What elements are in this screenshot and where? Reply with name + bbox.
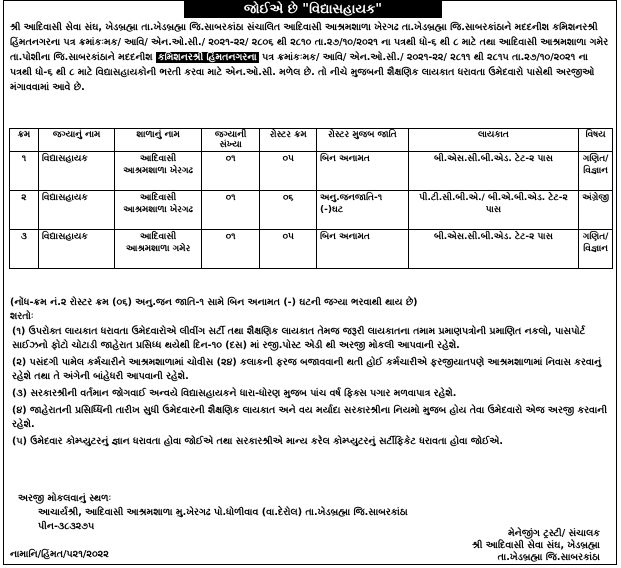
header-subject: વિષય — [579, 129, 613, 152]
header-roster-category: રોસ્ટર મુજબ જાતિ — [317, 129, 409, 152]
condition-item: (૪) જાહેરાતની પ્રસિધ્ધિની તારીખ સુધી ઉમેદવારની શૈક્ષણિક લાયકાત અને વય મર્યાદા સરકારશ્રીના નિયમો મુજબ હોય તેવા ઉમેદવારો એજ અરજી કરવાની રહેશે. — [12, 405, 608, 430]
cell-roster-no: ૦૬ — [260, 191, 317, 230]
table-row — [10, 152, 613, 191]
cell-subject: ગણિત/ વિજ્ઞાન — [579, 230, 613, 269]
cell-post-name: વિદ્યાસહાયક — [38, 230, 115, 269]
cell-post-name: વિદ્યાસહાયક — [38, 152, 115, 191]
signature-location: તા.ખેડબ્રહ્મા જિ.સાબરકાંઠા — [497, 552, 600, 563]
cell-post-count: ૦૧ — [201, 152, 260, 191]
intro-highlight: કમિશનરશ્રી હિંમતનગરના — [157, 52, 257, 63]
address-label: અરજી મોકલવાનું સ્થળઃ — [18, 493, 112, 504]
condition-item: (૧) ઉપરોક્ત લાયકાત ધરાવતા ઉમેદવારોએ લીવીંગ સર્ટી તથા શૈક્ષણિક લાયકાત તેમજ જરૂરી લાયકાતના તમામ પ્રમાણપત્રોની પ્રમાણિત નકલો, પાસપોર્ટ સાઈઝનો ફોટો ચોટાડી જાહેરાત પ્રસિધ્ધ થયેથી દિન-૧૦ (દસ) માં રજી.પોસ્ટ એડી થી અરજી મોકલી આપવાની રહેશે. — [12, 326, 586, 351]
cell-qualification: બી.એસ.સી.બી.એડ. ટેટ-૨ પાસ — [408, 152, 579, 191]
cell-roster-no: ૦૫ — [260, 230, 317, 269]
cell-roster-category: અનુ.જનજાતિ-૧ (-)ઘટ — [317, 191, 409, 230]
condition-item: (૫) ઉમેદવાર કોમ્પ્યુટરનું જ્ઞાન ધરાવતા હોવા જોઈએ તથા સરકારશ્રીએ માન્ય કરેલ કોમ્પ્યુટરનું સર્ટીફિકેટ ધરાવતા હોવા જોઈએ. — [12, 436, 504, 447]
reference-number: નામાનિ/હિંમત/પ૨૧/૨૦૨૨ — [10, 549, 109, 560]
header-school-name: શાળાનું નામ — [115, 129, 201, 152]
header-serial: ક્રમ — [10, 129, 39, 152]
header-qualification: લાયકાત — [408, 129, 579, 152]
intro-paragraph — [10, 20, 610, 95]
condition-item: (૨) પસંદગી પામેલ કર્મચારીને આશ્રમશાળામાં ચોવીસ (૨૪) કલાકની ફરજ બજાવવાની થતી હોઈ કર્મચારીએ ફરજીયાતપણે આશ્રમશાળામાં નિવાસ કરવાનું રહેશે તથા તે અંગેની બાંહેધરી આપવાની રહેશે. — [12, 357, 602, 382]
signature-title: મેનેજીંગ ટ્રસ્ટી/ સંચાલક — [507, 528, 600, 539]
intro-text-part1: શ્રી આદિવાસી સેવા સંઘ, ખેડબ્રહ્મા તા.ખેડબ્રહ્મા જિ.સાબરકાંઠા સંચાલિત આદિવાસી આશ્રમશાળા ખેરગઢ તા.ખેડબ્રહ્મા જિ.સાબરકાંઠાને મદદનીશ કમિશનરશ્રી હિંમતનગરના પત્ર ક્રમાંકઃમક/ આવિ/ એન.ઓ.સી./ ૨૦૨૧-૨૨/ ૨૮૦૬ થી ૨૮૧૦ તા.૨૭/૧૦/૨૦૨૧ ના પત્રથી ધો-૬ થી ૮ માટે તથા આદિવાસી આશ્રમશાળા ગમેર તા.પોશીના જિ.સાબરકાંઠાને મદદનીશ — [10, 22, 609, 63]
signature-block — [472, 528, 600, 564]
job-advertisement — [3, 0, 617, 565]
header-roster-no: રોસ્ટર ક્રમ — [260, 129, 317, 152]
cell-school-name: આદિવાસી આશ્રમશાળા ગમેર — [115, 230, 201, 269]
cell-school-name: આદિવાસી આશ્રમશાળા ખેરગઢ — [115, 191, 201, 230]
ad-banner-title: જોઈએ છે "વિદ્યાસહાયક" — [184, 1, 442, 18]
signature-org: શ્રી આદિવાસી સેવા સંઘ, ખેડબ્રહ્મા — [472, 540, 600, 551]
cell-school-name: આદિવાસી આશ્રમશાળા ખેરગઢ — [115, 152, 201, 191]
cell-post-count: ૦૧ — [201, 230, 260, 269]
address-line: આચાર્યશ્રી, આદિવાસી આશ્રમશાળા મુ.ખેરગઢ પો.ધોળીવાવ (વા.દેરોલ) તા.ખેડબ્રહ્મા જિ.સાબરકાંઠા — [38, 507, 408, 518]
address-pin: પીન-૩૮૩૨૭૫ — [38, 521, 95, 532]
table-header-row — [10, 129, 613, 152]
cell-serial: ૩ — [10, 230, 39, 269]
roster-note: (નોંધ-ક્રમ નં.૨ રોસ્ટર ક્રમ (૦૬) અનુ.જન જાતિ-૧ સામે બિન અનામત (-) ઘટની જગ્યા ભરવાથી થાય છે) — [10, 297, 418, 308]
table-row — [10, 230, 613, 269]
cell-roster-no: ૦૫ — [260, 152, 317, 191]
vacancy-table — [9, 128, 613, 269]
cell-subject: ગણિત/ વિજ્ઞાન — [579, 152, 613, 191]
conditions-list — [12, 325, 610, 452]
cell-post-name: વિદ્યાસહાયક — [38, 191, 115, 230]
cell-post-count: ૦૧ — [201, 191, 260, 230]
cell-roster-category: બિન અનામત — [317, 152, 409, 191]
conditions-title: શરતોઃ — [10, 311, 34, 322]
intro-text-part2: પત્ર ક્રમાંકઃમક/ આવિ/ એન.ઓ.સી./ ૨૦૨૧-૨૨/ ૨૮૧૧ થી ૨૮૧૫ તા.૨૭/૧૦/૨૦૨૧ ના પત્રથી ધો-૬ થી ૮ માટે વિદ્યાસહાયકોની ભરતી કરવા માટે એન.ઓ.સી. મળેલ છે. તો નીચે મુજબની શૈક્ષણિક લાયકાત ધરાવતા ઉમેદવારો પાસેથી અરજીઓ મંગાવવામાં આવે છે. — [10, 52, 595, 93]
cell-roster-category: બિન અનામત — [317, 230, 409, 269]
cell-subject: અંગ્રેજી — [579, 191, 613, 230]
header-post-count: જગ્યાની સંખ્યા — [201, 129, 260, 152]
condition-item: (૩) સરકારશ્રીની વર્તમાન જોગવાઈ અન્વયે વિદ્યાસહાયકને ધારા-ધોરણ મુજબ પાંચ વર્ષ ફિક્સ પગાર મળવાપાત્ર રહેશે. — [12, 388, 457, 399]
header-post-name: જગ્યાનું નામ — [38, 129, 115, 152]
cell-serial: ૧ — [10, 152, 39, 191]
cell-qualification: બી.એસ.સી.બી.એડ. ટેટ-૨ પાસ — [408, 230, 579, 269]
cell-qualification: પી.ટી.સી.બી.એ./ બી.એ.બી.એડ. ટેટ-૨ પાસ — [408, 191, 579, 230]
cell-serial: ૨ — [10, 191, 39, 230]
table-row — [10, 191, 613, 230]
